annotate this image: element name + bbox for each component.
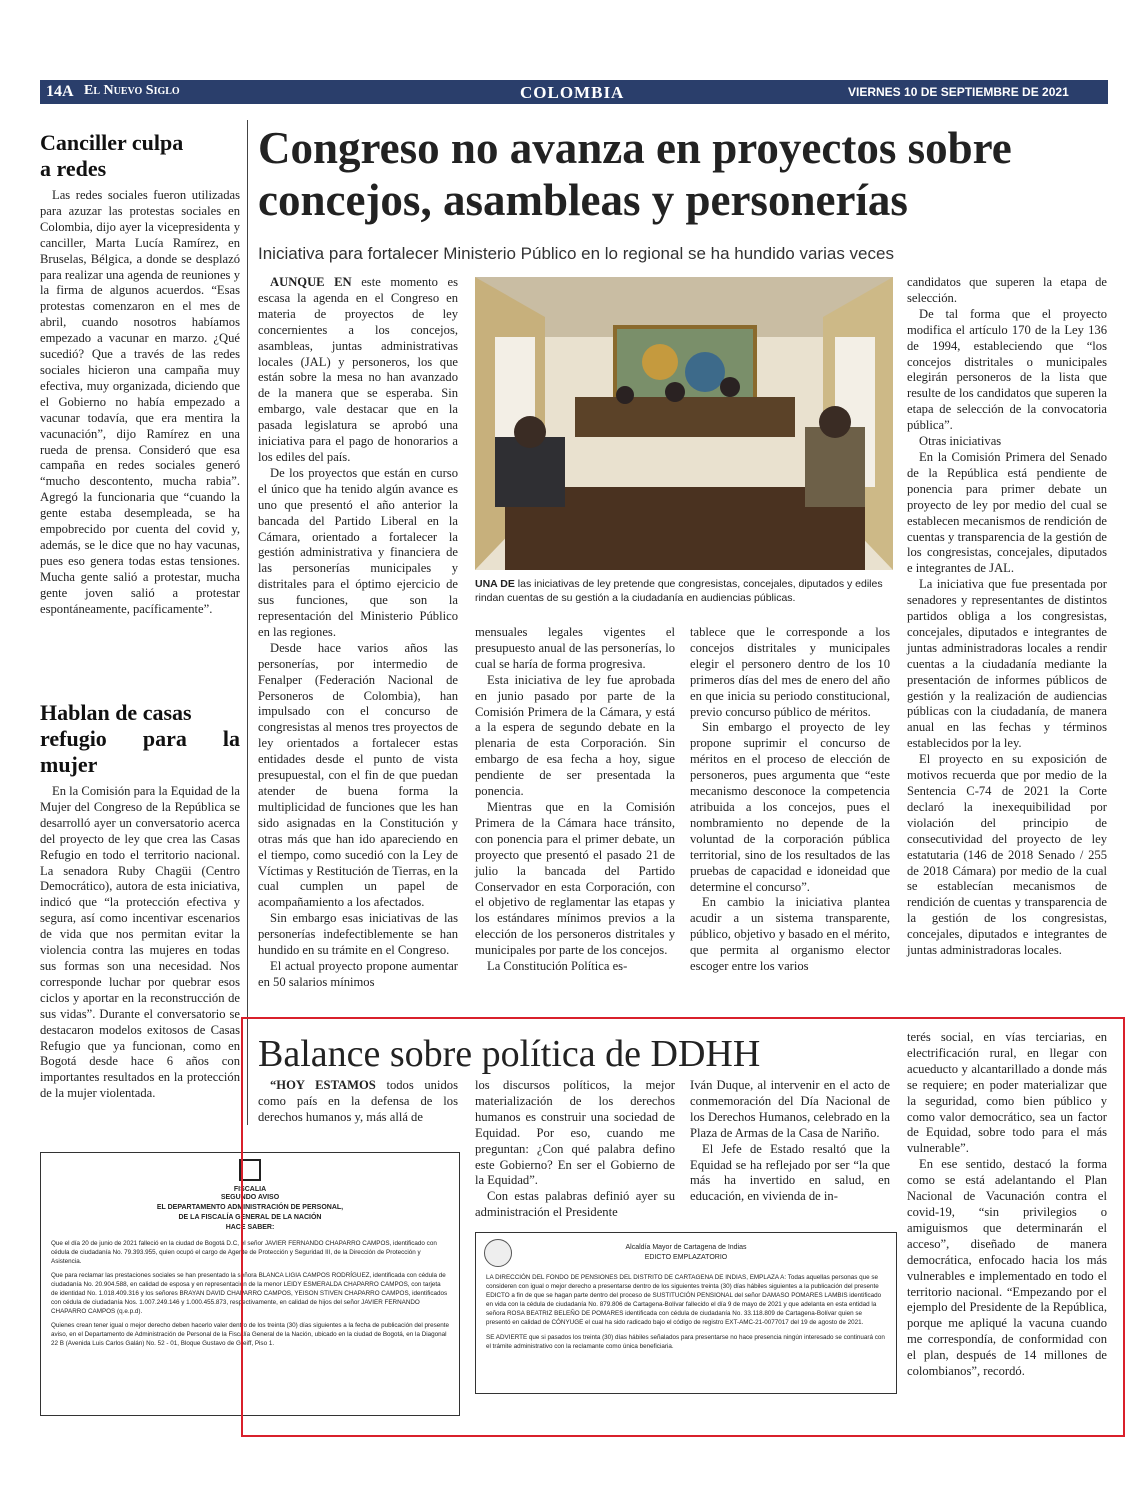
section-name: COLOMBIA <box>520 83 625 102</box>
sidebar-story-1-body: Las redes sociales fueron utilizadas para azuzar las protestas sociales en Colombia, dijo ayer la vicepresidenta y canciller, Marta Lucía Ramírez, en Bruselas, Bélgica, a donde se desplazó para realizar una agenda de reuniones y la firma de algunos acuerdos. “Esas protestas comenzaron en el mes de abril, cuando nosotros habíamos empezado a vacunar en marzo. ¿Qué sucedió? Que a través de las redes sociales hicieron una campaña muy efectiva, muy organizada, diciendo que el Gobierno no había empezado a vacunar todavía, que era mentira la vacunación”, dijo Ramírez en una rueda de prensa. Consideró que esa campaña en redes sociales generó “mucho descontento, mucha rabia”. Agregó la funcionaria que “cuando la gente estaba desempleada, se ha empobrecido por cuenta del covid y, además, se le dice que no hay vacunas, pues eso genera todas estas tensiones. Mucha gente salió a protestar, mucha gente joven salió a protestar espontáneamente, pacíficamente”. <box>40 188 240 616</box>
main-column-2: mensuales legales vigentes el presupuesto anual de las personerías, lo cual se haría de forma progresiva. Esta iniciativa de ley fue aprobada en junio pasado por parte de la Comisión Primera de la Cámara, y está a la espera de segundo debate en la plenaria de esta Corporación. Sin embargo de esa fecha a hoy, sigue pendiente de ser presentada la ponencia. Mientras que en la Comisión Primera de la Cámara hace tránsito, con ponencia para el primer debate, un proyecto que presentó el pasado 21 de julio la bancada del Partido Conservador en esta Corporación, con el objetivo de reglamentar las etapas y los estándares mínimos previos a la elección de los personeros distritales y municipales por parte de los concejos. La Constitución Política es- <box>475 625 675 974</box>
sidebar-story-1 <box>40 130 240 617</box>
main-column-3: tablece que le corresponde a los concejos distritales y municipales elegir el personero dentro de los 10 primeros días del mes de enero del año en que inicia su periodo constitucional, previo concurso público de méritos. Sin embargo el proyecto de ley propone suprimir el concurso de méritos en el proceso de elección de personeros, pues argumenta que “este mecanismo desconoce la competencia atribuida a los concejos, pues el nombramiento no depende de la voluntad de la corporación pública territorial, sino de los resultados de las pruebas de capacidad e idoneidad que determine el concurso”. En cambio la iniciativa plantea acudir a un sistema transparente, público, objetivo y basado en el mérito, que permita al organismo elector escoger entre los varios <box>690 625 890 974</box>
sidebar-story-2 <box>40 700 240 1102</box>
date: VIERNES 10 DE SEPTIEMBRE DE 2021 <box>848 85 1069 99</box>
main-column-1: AUNQUE EN este momento es escasa la agenda en el Congreso en materia de proyectos de ley concernientes a los concejos, asambleas, juntas administrativas locales (JAL) y personeros, los que están sobre la mesa no han avanzado de la manera que se esperaba. Sin embargo, vale destacar que en la pasada legislatura se aprobó una iniciativa para el pago de honorarios a los ediles del país. De los proyectos que están en curso el único que ha tenido algún avance es uno que presentó el año anterior la bancada del Partido Liberal en la Cámara, orientado a fortalecer la gestión administrativa y financiera de las personerías municipales y distritales para el óptimo ejercicio de sus funciones, que son la representación del Ministerio Público en las regiones. Desde hace varios años las personerías, por intermedio de Fenalper (Federación Nacional de Personeros de Colombia), han impulsado con el concurso de congresistas al menos tres proyectos de ley orientados a fortalecer estas entidades desde el punto de vista presupuestal, con el fin de que puedan atender de buena forma la multiplicidad de funciones que les han sido asignadas en la Constitución y otras más que han ido apareciendo en el tiempo, como sucedió con la Ley de Víctimas y Restitución de Tierras, en la cual cumplen un papel de acompañamiento a los afectados. Sin embargo esas iniciativas de las personerías indefectiblemente se han hundido en su trámite en el Congreso. El actual proyecto propone aumentar en 50 salarios mínimos <box>258 275 458 989</box>
sidebar-story-2-body: En la Comisión para la Equidad de la Mujer del Congreso de la República se desarrolló ayer un conversatorio acerca del proyecto de ley que crea las Casas Refugio en todo el territorio nacional. La senadora Ruby Chagüi (Centro Democrático), autora de esta iniciativa, indicó que “la protección efectiva y segura, así como incentivar escenarios de vida que nos permitan evitar la violencia contra las mujeres en todas sus formas son una necesidad. Nos corresponde luchar por quebrar esos ciclos y aportar en la reconstrucción de sus vidas”. Durante el conversatorio se destacaron modelos exitosos de Casas Refugio que ya funcionan, como en Bogotá desde hace 6 años con importantes resultados en la protección de la mujer violentada. <box>40 784 240 1101</box>
photo-caption: UNA DE las iniciativas de ley pretende que congresistas, concejales, diputados y ediles rindan cuentas de su gestión a la ciudadanía en audiencias públicas. <box>475 578 883 604</box>
fiscalia-notice: FISCALIA SEGUNDO AVISO EL DEPARTAMENTO ADMINISTRACIÓN DE PERSONAL, DE LA FISCALÍA GENERAL DE LA NACIÓN HACE SABER: Que el día 20 de junio de 2021 falleció en la ciudad de Bogotá D.C, el señor JAVIER FERNANDO CHAPARRO CAMPOS, identificado con cédula de ciudadanía No. 79.393.955, quien ocupó el cargo de Agente de Protección y Seguridad III, de la Dirección de Protección y Asistencia. Que para reclamar las prestaciones sociales se han presentado la señora BLANCA LIGIA CAMPOS RODRÍGUEZ, identificada con cédula de ciudadanía No. 20.904.588, en calidad de esposa y en representación de la menor LEIDY ESMERALDA CHAPARRO CAMPOS, con tarjeta de identidad No. 1.018.409.316 y los señores BRAYAN DAVID CHAPARRO CAMPOS, YEISON STIVEN CHAPARRO CAMPOS, identificados con cédula de ciudadanía Nos. 1.007.249.146 y 1.000.455.873, respectivamente, en calidad de hijos del señor JAVIER FERNANDO CHAPARRO CAMPOS (q.e.p.d). Quienes crean tener igual o mejor derecho deben hacerlo valer dentro de los treinta (30) días siguientes a la fecha de publicación del presente aviso, en el Departamento de Administración de Personal de la Fiscalía General de la Nación, ubicado en la ciudad de Bogotá, en la Diagonal 22 B (Avenida Luis Carlos Galán) No. 52 - 01, Bloque Gustavo de Greiff, Piso 1. <box>40 1152 460 1416</box>
column-divider <box>247 120 248 1125</box>
highlight-box <box>241 1017 1125 1437</box>
header-bar <box>40 80 1108 104</box>
council-session-photo <box>475 277 893 570</box>
main-column-4: candidatos que superen la etapa de selección. De tal forma que el proyecto modifica el artículo 170 de la Ley 136 de 1994, estableciendo que “los concejos distritales o municipales elegirán personeros de la lista que resulte de los candidatos que superen la etapa de selección de la convocatoria pública”. Otras iniciativas En la Comisión Primera del Senado de la República está pendiente de ponencia para primer debate un proyecto de ley por medio del cual se establecen mecanismos de rendición de cuentas y transparencia de la gestión de los congresistas, concejales, diputados e integrantes de JAL. La iniciativa que fue presentada por senadores y representantes de distintos partidos obliga a los congresistas, concejales, diputados e integrantes de juntas administradoras locales a rendir cuentas a la ciudadanía mediante la presentación de informes públicos de gestión y la realización de audiencias públicas con la ciudadanía, de manera anual en las fechas y términos establecidos por la ley. El proyecto en su exposición de motivos recuerda que por medio de la Sentencia C-74 de 2021 la Corte declaró la inexequibilidad por violación del principio de consecutividad del proyecto de ley estatutaria (146 de 2018 Senado / 255 de 2018 Cámara) por medio de la cual se establecían mecanismos de rendición de cuentas y transparencia de la gestión de los congresistas, concejales, diputados e integrantes de juntas administradoras locales. <box>907 275 1107 958</box>
cartagena-notice: Alcaldía Mayor de Cartagena de Indias EDICTO EMPLAZATORIO LA DIRECCIÓN DEL FONDO DE PENSIONES DEL DISTRITO DE CARTAGENA DE INDIAS, EMPLAZA A: Todas aquellas personas que se consideren con igual o mejor derecho a presentarse dentro de los siguientes treinta (30) días hábiles siguientes a la publicación del presente EDICTO a fin de que se hagan parte dentro del proceso de SUSTITUCIÓN PENSIONAL del señor DAMASO POMARES LAMBIS identificado en vida con la cédula de ciudadanía No. 879.806 de Cartagena-Bolívar fallecido el día 9 de mayo de 2021 y que adelanta en esta entidad la señora ROSA BEATRIZ BELEÑO DE POMARES identificada con cédula de ciudadanía No. 33.118.809 de Cartagena-Bolívar quien se presentó en calidad de CÓNYUGE el cual ha sido radicado bajo el código de registro EXT-AMC-21-0077017 del 19 de agosto de 2021. SE ADVIERTE que si pasados los treinta (30) días hábiles señalados para presentarse no hace presencia ningún interesado se continuará con el trámite administrativo con la reclamante como única beneficiaria. <box>475 1232 897 1394</box>
paper-name: El Nuevo Siglo <box>84 83 180 98</box>
fiscalia-logo: FISCALIA <box>41 1159 459 1193</box>
sidebar-story-2-title: Hablan de casas refugio para la mujer <box>40 700 240 777</box>
subheading-otras-iniciativas: Otras iniciativas <box>919 434 1002 449</box>
ddhh-column-3: Iván Duque, al intervenir en el acto de conmemoración del Día Nacional de los Derechos Humanos, celebrado en la Plaza de Armas de la Casa de Nariño. El Jefe de Estado resaltó que la Equidad se ha reflejado por ser “la que más ha invertido en salud, en educación, en vivienda de in- <box>690 1078 890 1204</box>
sidebar-story-1-title: Canciller culpa a redes <box>40 130 184 181</box>
page-number: 14A <box>46 83 74 100</box>
main-subhead: Iniciativa para fortalecer Ministerio Público en lo regional se ha hundido varias veces <box>258 244 894 263</box>
main-headline: Congreso no avanza en proyectos sobre concejos, asambleas y personerías <box>258 123 1012 225</box>
ddhh-column-2: los discursos políticos, la mejor materialización de los derechos humanos es construir una sociedad de Equidad. Por eso, cuando me preguntan: ¿Con qué palabra defino este Gobierno? En ser el Gobierno de la Equidad”. Con estas palabras definió ayer su administración el Presidente <box>475 1078 675 1220</box>
ddhh-column-1: “HOY ESTAMOS todos unidos como país en la defensa de los derechos humanos y, más allá de <box>258 1078 458 1124</box>
ddhh-headline: Balance sobre política de DDHH <box>258 1033 761 1075</box>
ddhh-column-4: terés social, en vías terciarias, en electrificación rural, en llegar con acueducto y alcantarillado a donde más se requiere; en poder materializar que la seguridad, como bien público y como valor democrático, sea un factor de Equidad, sobre todo para el más vulnerable”. En ese sentido, destacó la forma como se está adelantando el Plan Nacional de Vacunación contra el covid-19, “sin privilegios o amiguismos que determinarán el acceso”, diseñado de manera democrática, enfocado hacia los más vulnerables e implementado en todo el territorio nacional. “Empezando por el ejemplo del Presidente de la República, porque me apliqué la vacuna cuando me correspondía, de conformidad con el plan, después de 14 millones de colombianos”, recordó. <box>907 1030 1107 1379</box>
